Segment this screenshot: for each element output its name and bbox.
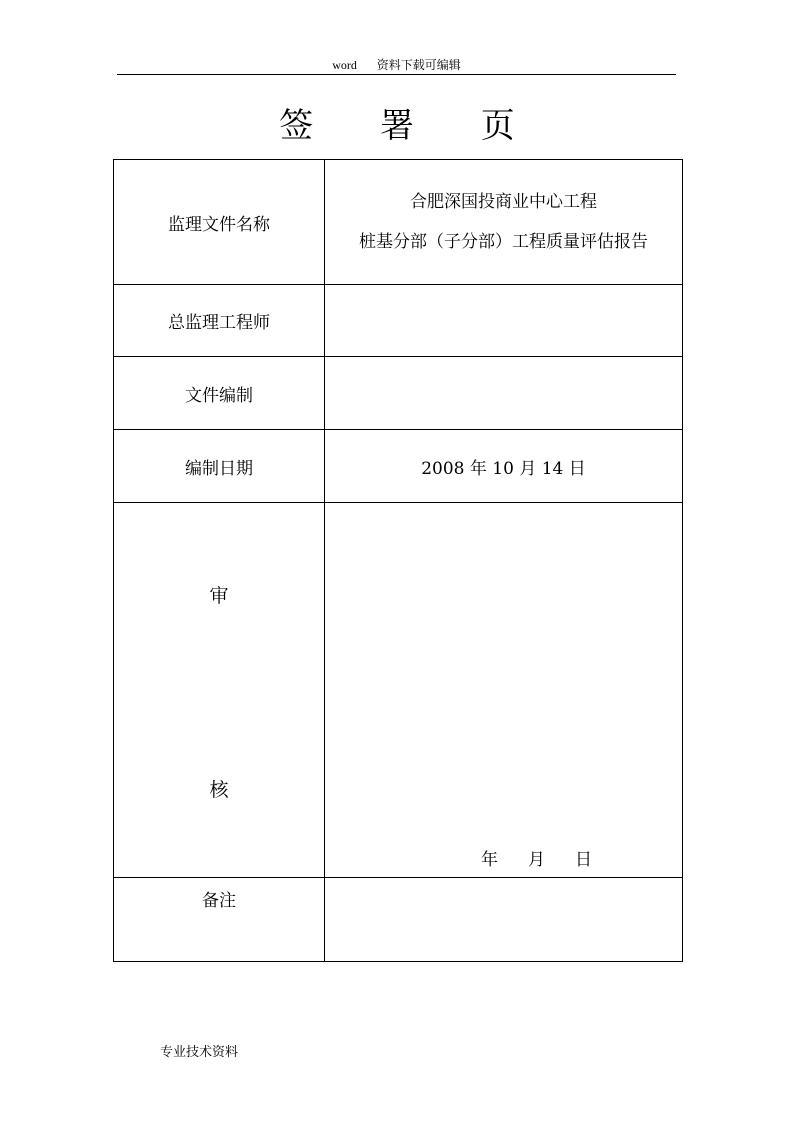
row-review [114,503,683,878]
review-label-top: 审 [209,585,229,607]
header-text: 资料下载可编辑 [376,58,461,72]
doc-name-line2: 桩基分部（子分部）工程质量评估报告 [359,232,648,252]
row-remarks [114,878,683,962]
review-month: 月 [528,850,545,870]
remarks-value [325,878,683,962]
chief-engineer-label: 总监理工程师 [114,285,325,357]
row-chief-engineer [114,285,683,357]
row-compiled-by [114,357,683,430]
page-footer: 专业技术资料 [160,1045,239,1060]
review-date-line [481,845,592,870]
page-title: 签 署 页 [279,106,543,146]
compiled-by-label: 文件编制 [114,357,325,430]
doc-name-label: 监理文件名称 [114,160,325,285]
doc-name-line1: 合肥深国投商业中心工程 [410,192,597,212]
review-label [114,503,325,878]
compiled-by-value [325,357,683,430]
review-year: 年 [481,850,498,870]
review-day: 日 [575,850,592,870]
compile-date-label: 编制日期 [114,430,325,503]
review-value [325,503,683,878]
remarks-label: 备注 [114,878,325,962]
row-compile-date [114,430,683,503]
page-header [117,56,676,75]
doc-name-value [325,160,683,285]
row-document-name [114,160,683,285]
signature-table [113,159,683,962]
review-label-bottom: 核 [209,779,229,801]
chief-engineer-value [325,285,683,357]
header-word: word [332,58,357,72]
compile-date-value: 2008 年 10 月 14 日 [325,430,683,503]
